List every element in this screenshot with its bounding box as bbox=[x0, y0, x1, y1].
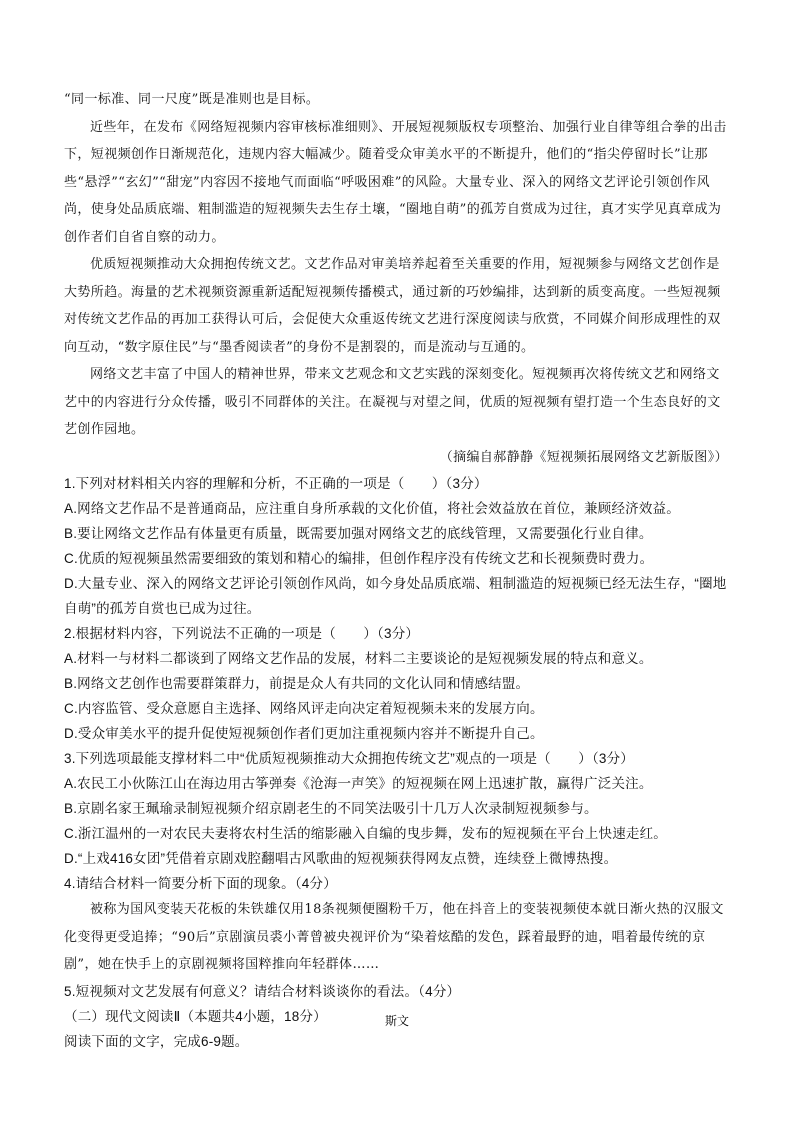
footer-title: 斯文 bbox=[384, 1014, 409, 1028]
question-3: 3.下列选项最能支撑材料二中“优质短视频推动大众拥抱传统文艺”观点的一项是（ ）（3分） bbox=[64, 751, 635, 766]
question-2-option-c: C.内容监管、受众意愿自主选择、网络风评走向决定着短视频未来的发展方向。 bbox=[64, 701, 544, 716]
question-4-text: 被称为国风变装天花板的朱铁雄仅用18条视频便圈粉千万，他在抖音上的变装视频使本就日渐火热的汉服文化变得更受追捧；“90后”京剧演员裘小菁曾被央视评价为“染着炫酷的发色，踩着最野的迪，唱着最传统的京剧”，她在快手上的京剧视频将国粹推向年轻群体…… bbox=[64, 902, 724, 972]
question-4-material bbox=[64, 896, 728, 979]
question-3-option-a: A.农民工小伙陈江山在海边用古筝弹奏《沧海一声笑》的短视频在网上迅速扩散，赢得广泛关注。 bbox=[64, 776, 653, 791]
question-1: 1.下列对材料相关内容的理解和分析，不正确的一项是（ ）（3分） bbox=[64, 476, 488, 491]
question-4: 4.请结合材料一简要分析下面的现象。（4分） bbox=[64, 876, 337, 891]
question-1-option-c: C.优质的短视频虽然需要细致的策划和精心的编排，但创作程序没有传统文艺和长视频费时费力。 bbox=[64, 551, 654, 566]
question-2: 2.根据材料内容，下列说法不正确的一项是（ ）（3分） bbox=[64, 626, 420, 641]
article-source: （摘编自郝静静《短视频拓展网络文艺新版图》） bbox=[439, 449, 728, 465]
question-2-option-a: A.材料一与材料二都谈到了网络文艺作品的发展，材料二主要谈论的是短视频发展的特点和意义。 bbox=[64, 651, 653, 666]
article-paragraph-1: 近些年，在发布《网络短视频内容审核标准细则》、开展短视频版权专项整治、加强行业自律等组合拳的出击下，短视频创作日渐规范化，违规内容大幅减少。随着受众审美水平的不断提升，他们的“指尖停留时长”让那些“悬浮”“玄幻”“甜宠”内容因不接地气而面临“呼吸困难”的风险。大量专业、深入的网络文艺评论引领创作风尚，使身处品质底端、粗制滥造的短视频失去生存土壤，“圈地自萌”的孤芳自赏成为过往，真才实学见真章成为创作者们自省自察的动力。 bbox=[64, 119, 727, 245]
article-paragraph-3: 网络文艺丰富了中国人的精神世界，带来文艺观念和文艺实践的深刻变化。短视频再次将传统文艺和网络文艺中的内容进行分众传播，吸引不同群体的关注。在凝视与对望之间，优质的短视频有望打造一个生态良好的文艺创作园地。 bbox=[64, 367, 721, 437]
question-3-option-c: C.浙江温州的一对农民夫妻将农村生活的缩影融入自编的曳步舞，发布的短视频在平台上快速走红。 bbox=[64, 826, 667, 841]
question-1-option-d: D.大量专业、深入的网络文艺评论引领创作风尚，如今身处品质底端、粗制滥造的短视频已经无法生存，“圈地自萌”的孤芳自赏也已成为过往。 bbox=[64, 576, 727, 616]
section-2-heading: （二）现代文阅读Ⅱ（本题共4小题，18分） bbox=[64, 1008, 327, 1024]
questions-block bbox=[64, 471, 728, 896]
question-3-option-b: B.京剧名家王珮瑜录制短视频介绍京剧老生的不同笑法吸引十几万人次录制短视频参与。 bbox=[64, 801, 598, 816]
article-paragraph-0: “同一标准、同一尺度”既是准则也是目标。 bbox=[64, 92, 320, 107]
question-3-option-d: D.“上戏416女团”凭借着京剧戏腔翻唱古风歌曲的短视频获得网友点赞，连续登上微博热搜。 bbox=[64, 851, 618, 866]
question-2-option-b: B.网络文艺创作也需要群策群力，前提是众人有共同的文化认同和情感结盟。 bbox=[64, 676, 530, 691]
question-1-option-b: B.要让网络文艺作品有体量更有质量，既需要加强对网络文艺的底线管理，又需要强化行业自律。 bbox=[64, 526, 653, 541]
question-1-option-a: A.网络文艺作品不是普通商品，应注重自身所承载的文化价值，将社会效益放在首位，兼顾经济效益。 bbox=[64, 501, 680, 516]
question-2-option-d: D.受众审美水平的提升促使短视频创作者们更加注重视频内容并不断提升自己。 bbox=[64, 726, 544, 741]
question-5: 5.短视频对文艺发展有何意义？请结合材料谈谈你的看法。（4分） bbox=[64, 983, 461, 999]
article-paragraph-2: 优质短视频推动大众拥抱传统文艺。文艺作品对审美培养起着至关重要的作用，短视频参与网络文艺创作是大势所趋。海量的艺术视频资源重新适配短视频传播模式，通过新的巧妙编排，达到新的质变高度。一些短视频对传统文艺作品的再加工获得认可后，会促使大众重返传统文艺进行深度阅读与欣赏，不同媒介间形成理性的双向互动，“数字原住民”与“墨香阅读者”的身份不是割裂的，而是流动与互通的。 bbox=[64, 257, 721, 355]
section-2-intro: 阅读下面的文字，完成6-9题。 bbox=[64, 1033, 249, 1049]
article-body bbox=[64, 86, 728, 471]
